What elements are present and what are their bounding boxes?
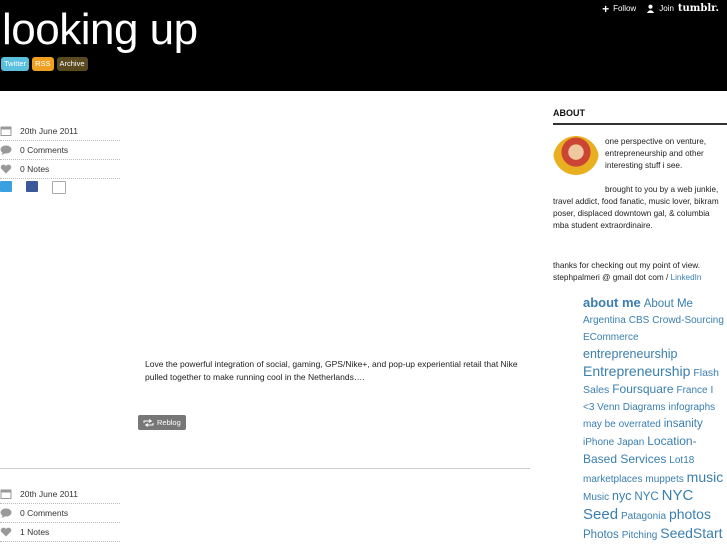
- about-heading: ABOUT: [553, 108, 727, 125]
- archive-button[interactable]: Archive: [57, 57, 88, 71]
- tag-link[interactable]: I <3 Venn Diagrams: [583, 385, 714, 413]
- tag-link[interactable]: infographs: [668, 402, 716, 413]
- tag-link[interactable]: Japan: [617, 437, 645, 448]
- post-notes: 1 Notes: [20, 527, 50, 537]
- blog-header: [0, 0, 727, 91]
- post-date-row[interactable]: [0, 485, 120, 504]
- about-contact: [553, 260, 725, 284]
- post-comments-row[interactable]: [0, 141, 120, 160]
- post-notes-row[interactable]: [0, 523, 120, 542]
- tag-link[interactable]: insanity: [663, 418, 703, 430]
- tag-link[interactable]: Crowd-Sourcing: [652, 315, 724, 326]
- calendar-icon: [0, 489, 12, 499]
- tag-link[interactable]: entrepreneurship: [583, 347, 678, 361]
- tag-link[interactable]: About Me: [643, 298, 693, 310]
- tag-link[interactable]: music: [686, 469, 724, 485]
- tumblr-controls: [602, 3, 719, 14]
- tag-link[interactable]: Patagonia: [620, 511, 667, 522]
- tag-link[interactable]: SeedStart: [660, 525, 723, 541]
- twitter-button[interactable]: Twitter: [1, 57, 29, 71]
- tag-link[interactable]: iPhone: [583, 437, 615, 448]
- blog-title[interactable]: looking up: [2, 5, 198, 54]
- tag-link[interactable]: may be overrated: [583, 419, 661, 430]
- header-links: [1, 57, 88, 71]
- contact-text: thanks for checking out my point of view. stephpalmeri @ gmail dot com /: [553, 261, 700, 282]
- tag-link[interactable]: about me: [583, 295, 641, 310]
- calendar-icon: [0, 126, 12, 136]
- post-date: 20th June 2011: [20, 126, 78, 136]
- about-intro: one perspective on venture, entrepreneurship and other interesting stuff i see.: [605, 137, 707, 170]
- join-label: Join: [659, 4, 674, 13]
- post-body: Love the powerful integration of social, gaming, GPS/Nike+, and pop-up experiential retail that Nike pulled together to make running cool in the Netherlands….: [145, 359, 518, 382]
- linkedin-link[interactable]: LinkedIn: [670, 273, 702, 282]
- tag-link[interactable]: ECommerce: [583, 332, 639, 343]
- tag-link[interactable]: CBS: [628, 315, 650, 326]
- tag-link[interactable]: photos: [668, 506, 711, 522]
- tag-link[interactable]: marketplaces: [583, 474, 643, 485]
- twitter-share-icon[interactable]: [0, 181, 12, 192]
- tag-link[interactable]: Foursquare: [612, 382, 674, 396]
- tag-link[interactable]: France: [676, 385, 708, 396]
- tag-link[interactable]: NYC: [634, 491, 659, 503]
- heart-icon: [0, 164, 12, 174]
- post-notes-row[interactable]: [0, 160, 120, 179]
- heart-icon: [0, 527, 12, 537]
- plus-icon: +: [602, 1, 610, 16]
- follow-button[interactable]: [602, 1, 637, 16]
- comment-icon: [0, 145, 12, 155]
- post-separator: [0, 468, 530, 469]
- post-comments-row[interactable]: [0, 504, 120, 523]
- user-icon: [646, 4, 655, 13]
- tag-link[interactable]: Music: [583, 492, 610, 503]
- follow-label: Follow: [613, 4, 637, 13]
- tumblr-logo: tumblr.: [677, 3, 719, 14]
- facebook-share-icon[interactable]: [26, 181, 38, 192]
- tag-link[interactable]: Photos: [583, 529, 619, 541]
- join-button[interactable]: [646, 3, 719, 14]
- tag-link[interactable]: Flash Sales: [583, 367, 720, 396]
- post-date: 20th June 2011: [20, 489, 78, 499]
- post-notes: 0 Notes: [20, 164, 50, 174]
- sidebar: [553, 108, 727, 541]
- post-meta: [0, 485, 120, 542]
- tag-link[interactable]: nyc: [612, 489, 632, 503]
- share-buttons: [0, 181, 120, 194]
- tag-link[interactable]: muppets: [645, 474, 684, 485]
- about-bio: brought to you by a web junkie, travel addict, food fanatic, music lover, bikram poser, displaced downtown gal, & columbia mba student extraordinaire.: [553, 185, 719, 230]
- tag-link[interactable]: NYC Seed: [583, 487, 694, 523]
- tag-link[interactable]: Argentina: [583, 315, 626, 326]
- tag-cloud: [583, 295, 727, 544]
- reblog-button[interactable]: [138, 415, 186, 430]
- reblog-label: Reblog: [157, 418, 181, 427]
- post-comments: 0 Comments: [20, 508, 69, 518]
- reblog-icon: [143, 419, 154, 427]
- email-share-icon[interactable]: [52, 181, 66, 194]
- post-comments: 0 Comments: [20, 145, 69, 155]
- tag-link[interactable]: Entrepreneurship: [583, 363, 691, 379]
- rss-button[interactable]: RSS: [32, 57, 53, 71]
- avatar: [553, 136, 599, 182]
- post-date-row[interactable]: [0, 122, 120, 141]
- post-meta: [0, 122, 120, 194]
- comment-icon: [0, 508, 12, 518]
- tag-link[interactable]: Pitching: [621, 530, 658, 541]
- tag-link[interactable]: Location-Based Services: [583, 434, 697, 466]
- tag-link[interactable]: Lot18: [669, 455, 695, 466]
